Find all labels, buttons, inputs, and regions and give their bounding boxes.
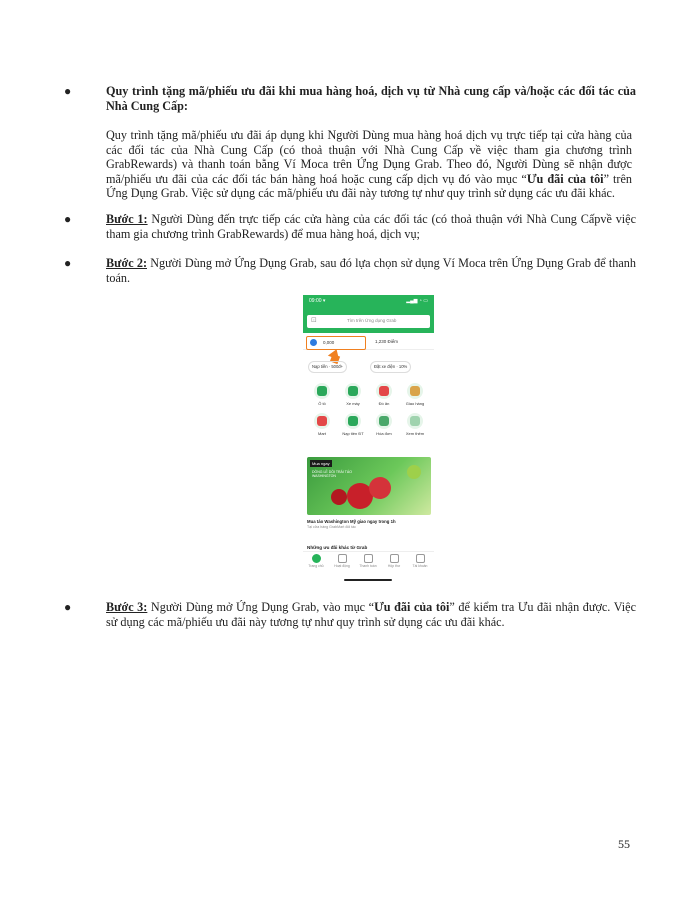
heading-text: Quy trình tặng mã/phiếu ưu đãi khi mua hàng hoá, dịch vụ từ Nhà cung cấp và/hoặc các đối tác của Nhà Cung Cấp: (106, 84, 636, 113)
service-label: Xem thêm (405, 431, 425, 436)
quick-actions (303, 361, 434, 373)
service-label: Xe máy (346, 401, 360, 406)
wallet-icon (364, 554, 373, 563)
service-car (307, 383, 337, 409)
paragraph-text-end: ” trên Ứng Dụng Grab. Việc sử dụng các mã/phiếu ưu đãi này tương tự như quy trình sử dụng các ưu đãi khác. (106, 171, 632, 201)
search-placeholder: Tìm trên Ứng dụng Grab (347, 318, 397, 323)
apple-icon (369, 477, 391, 499)
topup-pill: Nạp tiền · 500đ+ (308, 361, 347, 373)
step-2-body: Người Dùng mở Ứng Dụng Grab, sau đó lựa chọn sử dụng Ví Moca trên Ứng Dụng Grab để thanh toán. (106, 256, 636, 285)
apple-icon (331, 489, 347, 505)
banner-caption: Mua táo Washington Mỹ giao ngay trong 1h (307, 519, 396, 524)
bike-icon (345, 383, 361, 399)
phone-icon (345, 413, 361, 429)
step-3-body: Người Dùng mở Ứng Dụng Grab, vào mục “ (147, 600, 375, 614)
step-1-body: Người Dùng đến trực tiếp các cửa hàng của các đối tác (có thoả thuận với Nhà Cung Cấpvề việc tham gia chương trình GrabRewards) để mua hàng hoá, dịch vụ; (106, 212, 636, 241)
car-icon (314, 383, 330, 399)
app-search-bar (307, 315, 430, 328)
ebike-pill: Đặt xe điện · 10% (370, 361, 411, 373)
nav-label: Trang chủ (308, 564, 324, 568)
intro-paragraph (106, 128, 632, 201)
moca-wallet-icon (310, 339, 317, 346)
app-header (303, 295, 434, 333)
step-3-text (106, 600, 636, 629)
bullet-dot: ● (64, 256, 72, 270)
nav-payment (357, 554, 379, 568)
nav-inbox (383, 554, 405, 568)
banner-text: DÒNG LỄ DỒI TRÁI TÁO WASHINGTON (312, 470, 352, 478)
service-food (369, 383, 399, 409)
balance-row (303, 335, 434, 350)
step-2-label: Bước 2: (106, 256, 147, 270)
service-mart (307, 413, 337, 439)
service-bike (338, 383, 368, 409)
green-apple-icon (407, 465, 421, 479)
nav-label: Tài khoản (412, 564, 428, 568)
nav-label: Hoạt động (334, 564, 350, 568)
banner-tag: Mua ngay (312, 461, 330, 466)
service-label: Giao hàng (405, 401, 425, 406)
step-1-text (106, 212, 636, 241)
box-icon (407, 383, 423, 399)
grab-app-screenshot (303, 295, 434, 587)
status-time: 09:00 ▾ (309, 298, 326, 304)
service-label: Đồ ăn (378, 401, 390, 406)
home-icon (312, 554, 321, 563)
nav-activity (331, 554, 353, 568)
nav-account (409, 554, 431, 568)
promo-banner (307, 457, 431, 515)
nav-home (305, 554, 327, 568)
paragraph-text: Quy trình tặng mã/phiếu ưu đãi áp dụng khi Người Dùng mua hàng hoá dịch vụ trực tiếp tại cửa hàng của các đối tác của Nhà Cung Cấp (có thoả thuận với Nhà Cung Cấp về việc tham gia chương trình GrabRewards) và thanh toán bằng Ví Moca trên Ứng Dụng Grab. Theo đó, Người Dùng sẽ nhận được mã/phiếu ưu đãi của các đối tác bán hàng hoá hoặc cung cấp dịch vụ đó vào mục “ (106, 128, 632, 186)
bullet-dot: ● (64, 84, 72, 98)
home-indicator (344, 579, 392, 581)
food-icon (376, 383, 392, 399)
service-phone-topup (338, 413, 368, 439)
bullet-dot: ● (64, 600, 72, 614)
service-delivery (400, 383, 430, 409)
my-offers-term: Ưu đãi của tôi (374, 600, 450, 614)
service-more (400, 413, 430, 439)
step-3-body-end: ” để kiểm tra Ưu đãi nhận được. Việc sử dụng các mã/phiếu ưu đãi này tương tự như quy trình sử dụng các ưu đãi khác. (106, 600, 636, 629)
moca-balance: 0,000 (323, 340, 335, 345)
more-icon (407, 413, 423, 429)
offers-section-title: Những ưu đãi khác từ Grab (307, 545, 368, 550)
account-icon (416, 554, 425, 563)
bullet-dot: ● (64, 212, 72, 226)
service-bills (369, 413, 399, 439)
cart-icon (314, 413, 330, 429)
service-label: Nạp tiền ĐT (342, 431, 364, 436)
bottom-nav (303, 551, 434, 572)
banner-subcaption: Tại cửa hàng GrabMart đối tác (307, 525, 356, 529)
points-balance: 1,230 Điểm (375, 339, 399, 344)
page-number: 55 (618, 837, 630, 851)
nav-label: Hộp thư (387, 564, 401, 568)
section-heading (106, 84, 636, 113)
service-label: Ô tô (318, 401, 326, 406)
step-3-label: Bước 3: (106, 600, 148, 614)
moca-balance-highlight (306, 336, 366, 350)
my-offers-term: Ưu đãi của tôi (526, 171, 604, 186)
service-label: Hóa đơn (376, 431, 392, 436)
scan-icon: ⊡ (311, 317, 317, 324)
bill-icon (376, 413, 392, 429)
service-label: Mart (318, 431, 326, 436)
activity-icon (338, 554, 347, 563)
nav-label: Thanh toán (359, 564, 377, 568)
inbox-icon (390, 554, 399, 563)
status-icons: ▂▄▆ ◔ ▭ (406, 298, 428, 304)
step-2-text (106, 256, 636, 285)
step-1-label: Bước 1: (106, 212, 148, 226)
